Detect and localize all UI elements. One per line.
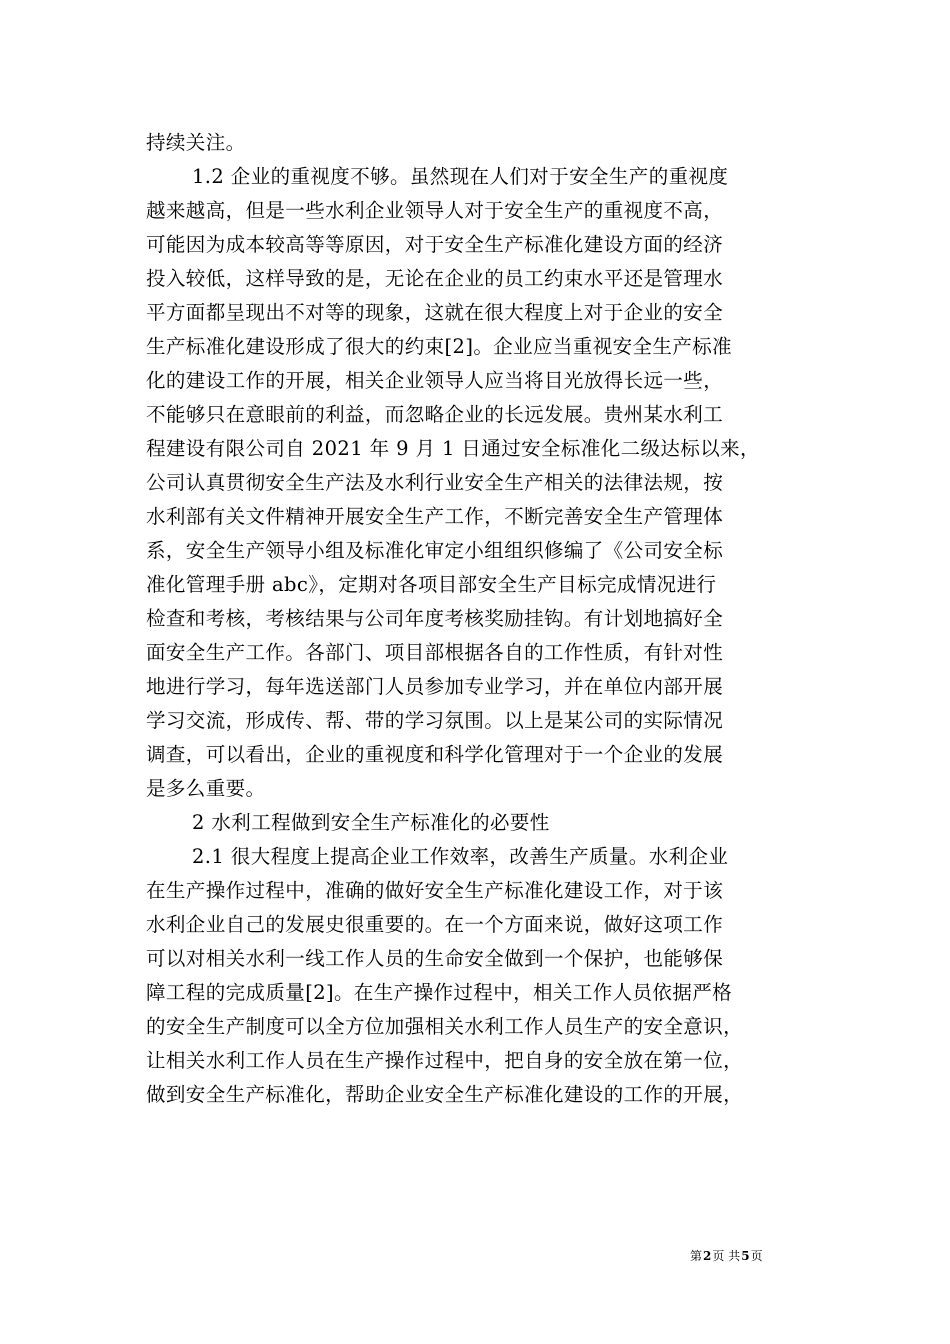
text-line: 让相关水利工作人员在生产操作过程中，把自身的安全放在第一位， bbox=[146, 1049, 744, 1072]
footer-prefix: 第 bbox=[690, 1249, 703, 1263]
text-line: 不能够只在意眼前的利益，而忽略企业的长远发展。贵州某水利工 bbox=[146, 403, 724, 426]
text-line: 投入较低，这样导致的是，无论在企业的员工约束水平还是管理水 bbox=[146, 267, 724, 290]
text-line: 越来越高，但是一些水利企业领导人对于安全生产的重视度不高， bbox=[146, 199, 724, 222]
text-line: 学习交流，形成传、帮、带的学习氛围。以上是某公司的实际情况 bbox=[146, 709, 724, 732]
text-line: 1.2 企业的重视度不够。虽然现在人们对于安全生产的重视度 bbox=[192, 165, 729, 188]
text-line: 做到安全生产标准化，帮助企业安全生产标准化建设的工作的开展， bbox=[146, 1083, 744, 1106]
footer-middle: 页 共 bbox=[712, 1249, 741, 1263]
footer-suffix: 页 bbox=[750, 1249, 763, 1263]
text-line: 可以对相关水利一线工作人员的生命安全做到一个保护，也能够保 bbox=[146, 947, 724, 970]
text-line: 系，安全生产领导小组及标准化审定小组组织修编了《公司安全标 bbox=[146, 539, 724, 562]
text-line: 化的建设工作的开展，相关企业领导人应当将目光放得长远一些， bbox=[146, 369, 724, 392]
text-line: 地进行学习，每年选送部门人员参加专业学习，并在单位内部开展 bbox=[146, 675, 724, 698]
text-line: 在生产操作过程中，准确的做好安全生产标准化建设工作，对于该 bbox=[146, 879, 724, 902]
text-line: 检查和考核，考核结果与公司年度考核奖励挂钩。有计划地搞好全 bbox=[146, 607, 724, 630]
text-line: 可能因为成本较高等等原因，对于安全生产标准化建设方面的经济 bbox=[146, 233, 724, 256]
text-line: 水利企业自己的发展史很重要的。在一个方面来说，做好这项工作 bbox=[146, 913, 724, 936]
total-pages-number: 5 bbox=[741, 1249, 750, 1263]
text-line: 程建设有限公司自 2021 年 9 月 1 日通过安全标准化二级达标以来， bbox=[146, 437, 760, 460]
body-text bbox=[146, 126, 814, 1112]
text-line: 生产标准化建设形成了很大的约束[2]。企业应当重视安全生产标准 bbox=[146, 335, 733, 358]
text-line: 2.1 很大程度上提高企业工作效率，改善生产质量。水利企业 bbox=[192, 845, 729, 868]
section-heading: 2 水利工程做到安全生产标准化的必要性 bbox=[192, 811, 550, 834]
text-line: 公司认真贯彻安全生产法及水利行业安全生产相关的法律法规，按 bbox=[146, 471, 724, 494]
text-line: 是多么重要。 bbox=[146, 777, 266, 800]
text-line: 水利部有关文件精神开展安全生产工作，不断完善安全生产管理体 bbox=[146, 505, 724, 528]
text-line: 面安全生产工作。各部门、项目部根据各自的工作性质，有针对性 bbox=[146, 641, 724, 664]
text-line: 平方面都呈现出不对等的现象，这就在很大程度上对于企业的安全 bbox=[146, 301, 724, 324]
text-line: 持续关注。 bbox=[146, 131, 246, 154]
text-line: 障工程的完成质量[2]。在生产操作过程中，相关工作人员依据严格 bbox=[146, 981, 733, 1004]
text-line: 调查，可以看出，企业的重视度和科学化管理对于一个企业的发展 bbox=[146, 743, 724, 766]
page-footer bbox=[690, 1248, 850, 1264]
text-line: 的安全生产制度可以全方位加强相关水利工作人员生产的安全意识， bbox=[146, 1015, 744, 1038]
current-page-number: 2 bbox=[703, 1249, 712, 1263]
text-line: 准化管理手册 abc》，定期对各项目部安全生产目标完成情况进行 bbox=[146, 573, 717, 596]
